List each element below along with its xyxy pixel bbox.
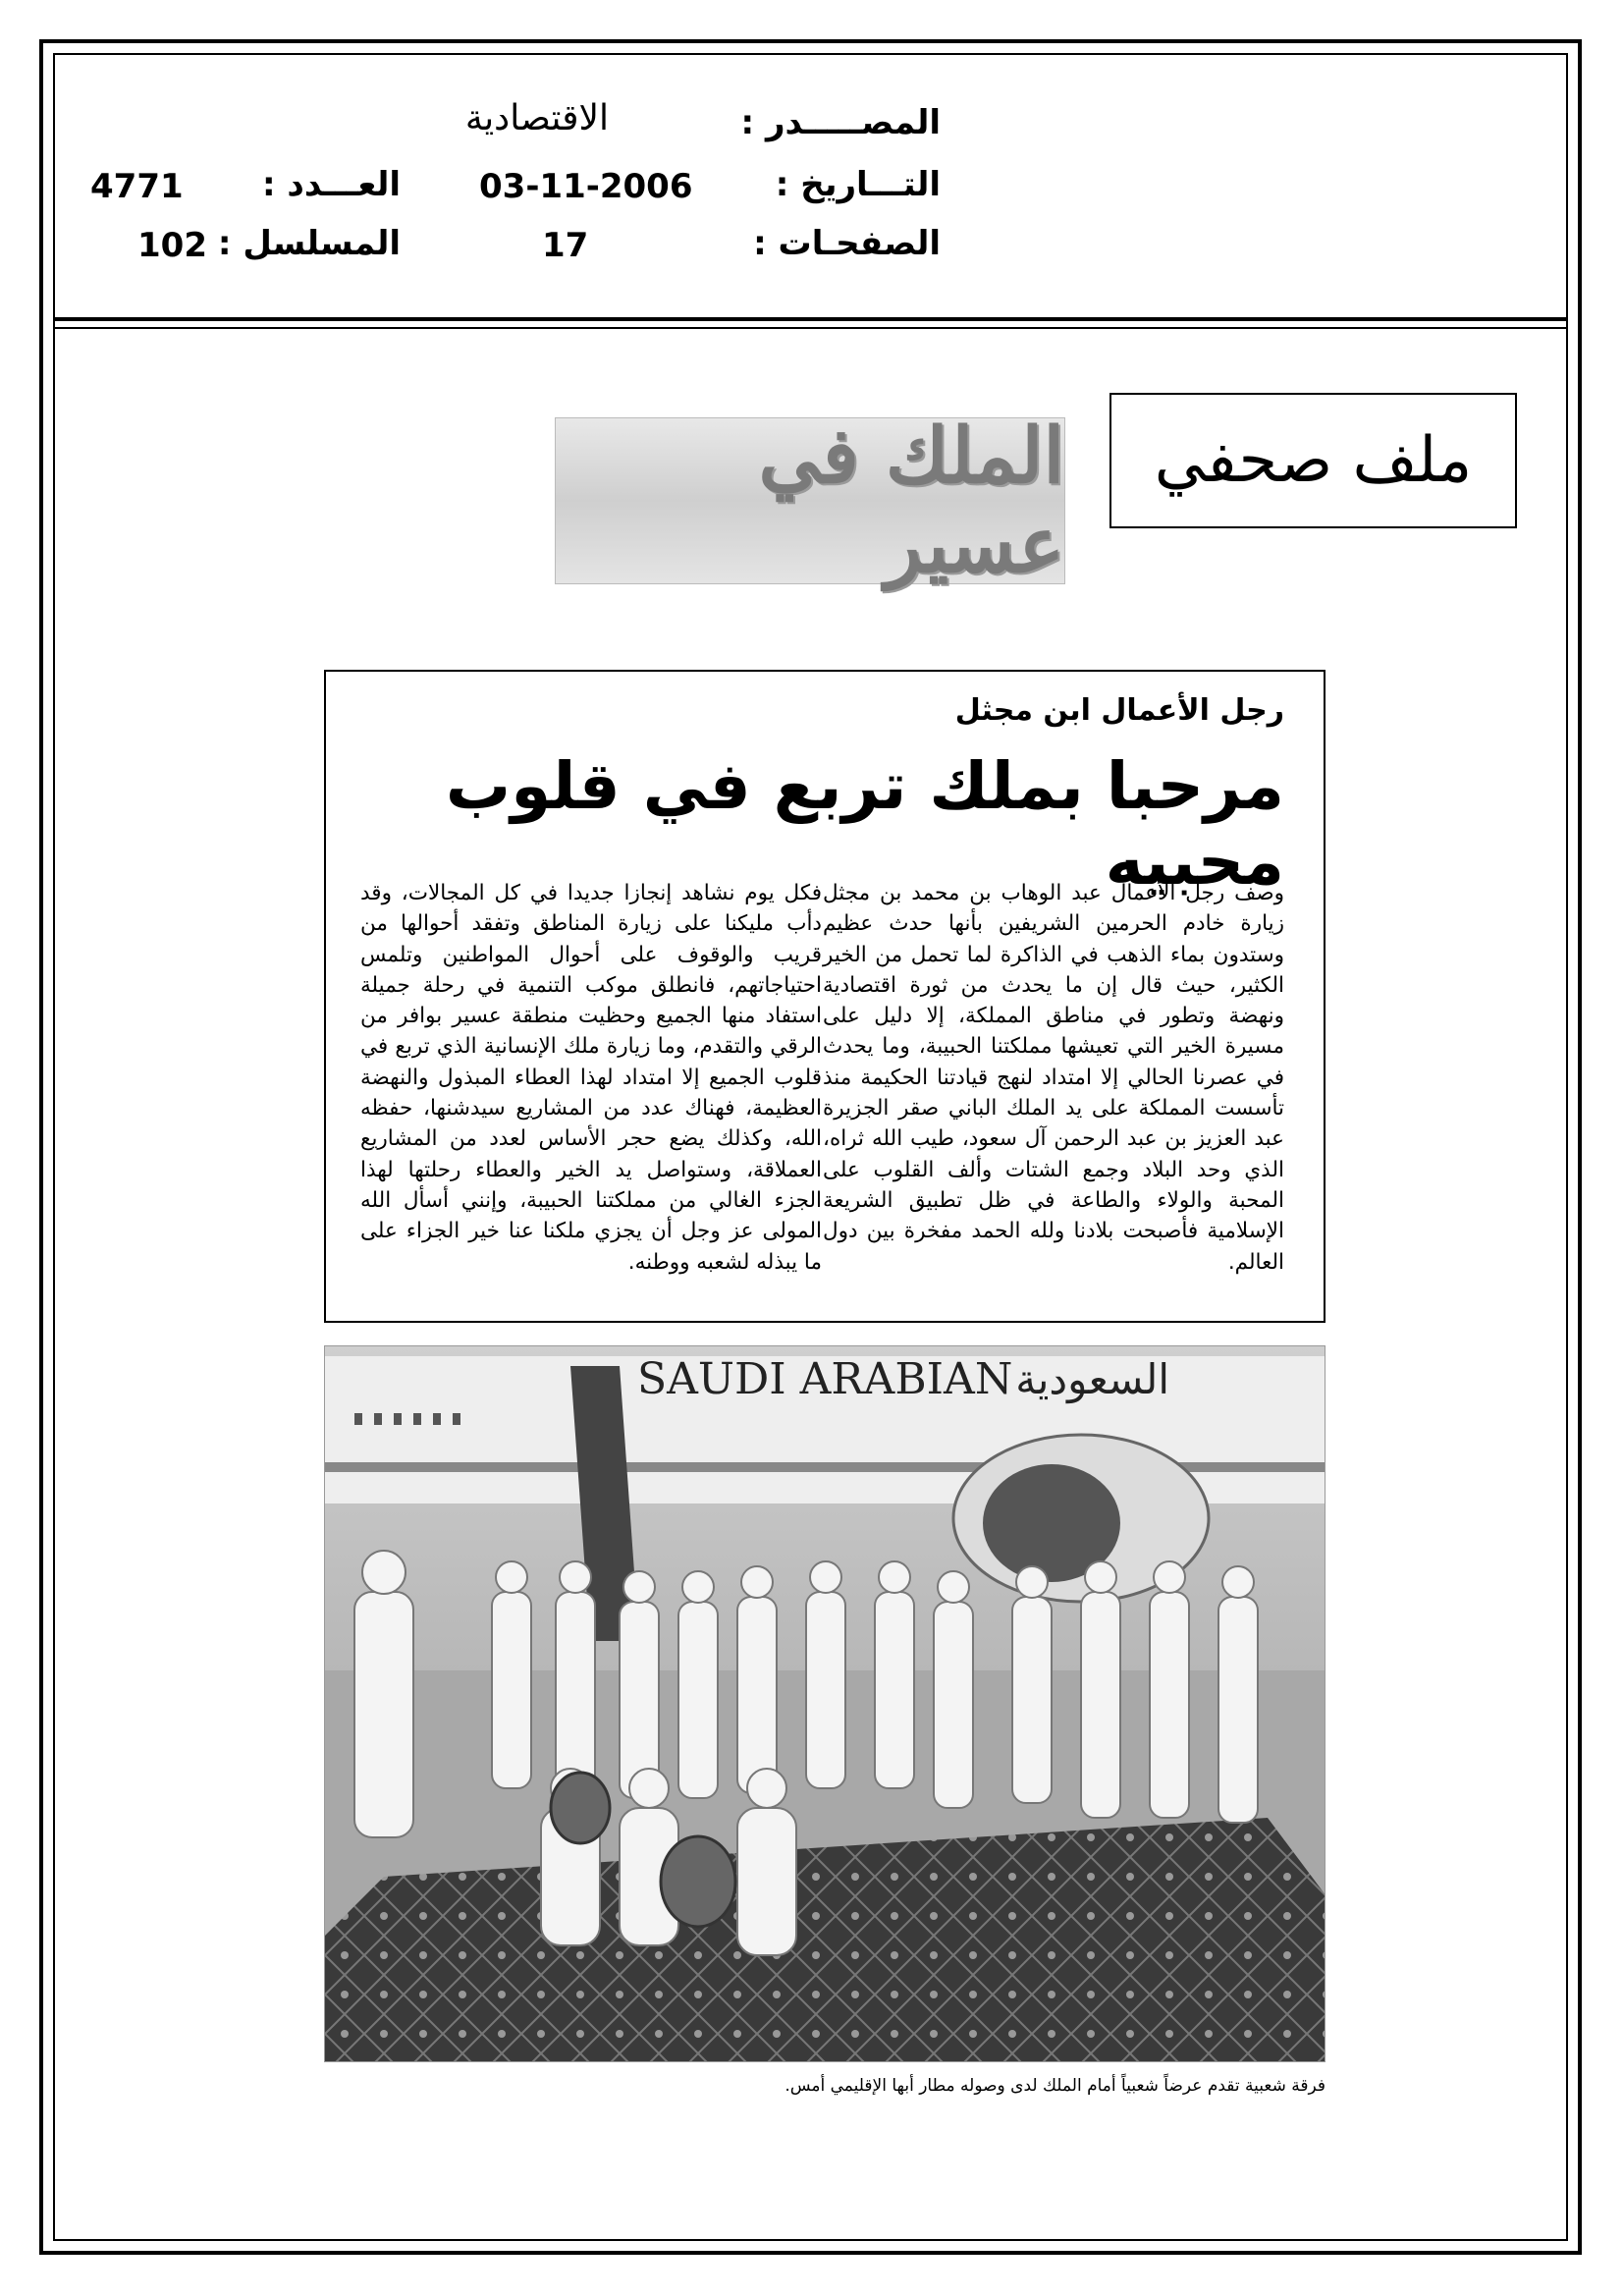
airport-scene-illustration: [325, 1346, 1325, 2062]
airline-name-ar: السعودية: [1015, 1355, 1169, 1403]
article-column-left: فكل يوم نشاهد إنجازا جديدا في كل المجالات، وقد دأب مليكنا على زيارة المناطق وتفقد أحوالها من قريب والوقوف على أحوال المواطنين وتلمس احتياجاتهم، فانطلق موكب التنمية في رحلة جميلة استفاد منها الجميع وحظيت منطقة عسير بوافر من الرقي والتقدم، وما زيارة ملك الإنسانية الذي تربع في قلوب الجميع إلا امتداد لهذا العطاء المبذول والنهضة العظيمة، فهناك عدد من المشاريع سيدشنها، حفظه الله، وكذلك يضع حجر الأساس لعدد من المشاريع العملاقة، وستواصل يد الخير والعطاء رحلتها لهذا الجزء الغالي من مملكتنا الحبيبة، وإنني أسأل الله المولى عز وجل أن يجزي ملكنا عنا خير الجزاء على ما يبذله لشعبه ووطنه.: [360, 881, 822, 1275]
header-divider-thin: [53, 327, 1568, 329]
header-divider: [53, 317, 1568, 321]
pages-label: الصفحـات :: [753, 224, 941, 263]
section-logo: [555, 411, 1065, 590]
article-kicker: رجل الأعمال ابن مجثل: [954, 693, 1284, 728]
serial-value: 102: [137, 226, 207, 265]
article-photo: [324, 1345, 1325, 2062]
date-value: 03-11-2006: [479, 167, 693, 206]
issue-value: 4771: [90, 167, 184, 206]
issue-label: العـــدد :: [262, 165, 401, 204]
article-box: [324, 670, 1325, 1323]
article-headline: مرحبا بملك تربع في قلوب محبيه: [445, 748, 1284, 900]
press-file-stamp: ملف صحفي: [1109, 393, 1517, 528]
pages-value: 17: [542, 226, 589, 265]
date-label: التـــاريخ :: [775, 165, 941, 204]
airline-name-en: SAUDI ARABIAN: [637, 1354, 1013, 1404]
source-label: المصـــــدر :: [740, 103, 941, 142]
section-logo-text: الملك في عسير: [758, 411, 1064, 590]
source-value: الاقتصادية: [464, 98, 609, 138]
serial-label: المسلسل :: [217, 224, 401, 263]
article-column-right: وصف رجل الأعمال عبد الوهاب بن محمد بن مجثل زيارة خادم الحرمين الشريفين بأنها حدث عظيم وستدون بماء الذهب في الذاكرة لما تحمل من الخير الكثير، حيث قال إن ما يحدث من ثورة اقتصادية ونهضة وتطور في مناطق المملكة، إلا دليل على مسيرة الخير التي تعيشها مملكتنا الحبيبة، وما يحدث في عصرنا الحالي إلا امتداد لنهج قيادتنا الحكيمة منذ تأسست المملكة على يد الملك الباني صقر الجزيرة عبد العزيز بن عبد الرحمن آل سعود، طيب الله ثراه، الذي وحد البلاد وجمع الشتات وألف القلوب على المحبة والولاء والطاعة في ظل تطبيق الشريعة الإسلامية فأصبحت بلادنا ولله الحمد مفخرة بين دول العالم.: [823, 881, 1284, 1275]
photo-caption: فرقة شعبية تقدم عرضاً شعبياً أمام الملك لدى وصوله مطار أبها الإقليمي أمس.: [784, 2076, 1325, 2096]
